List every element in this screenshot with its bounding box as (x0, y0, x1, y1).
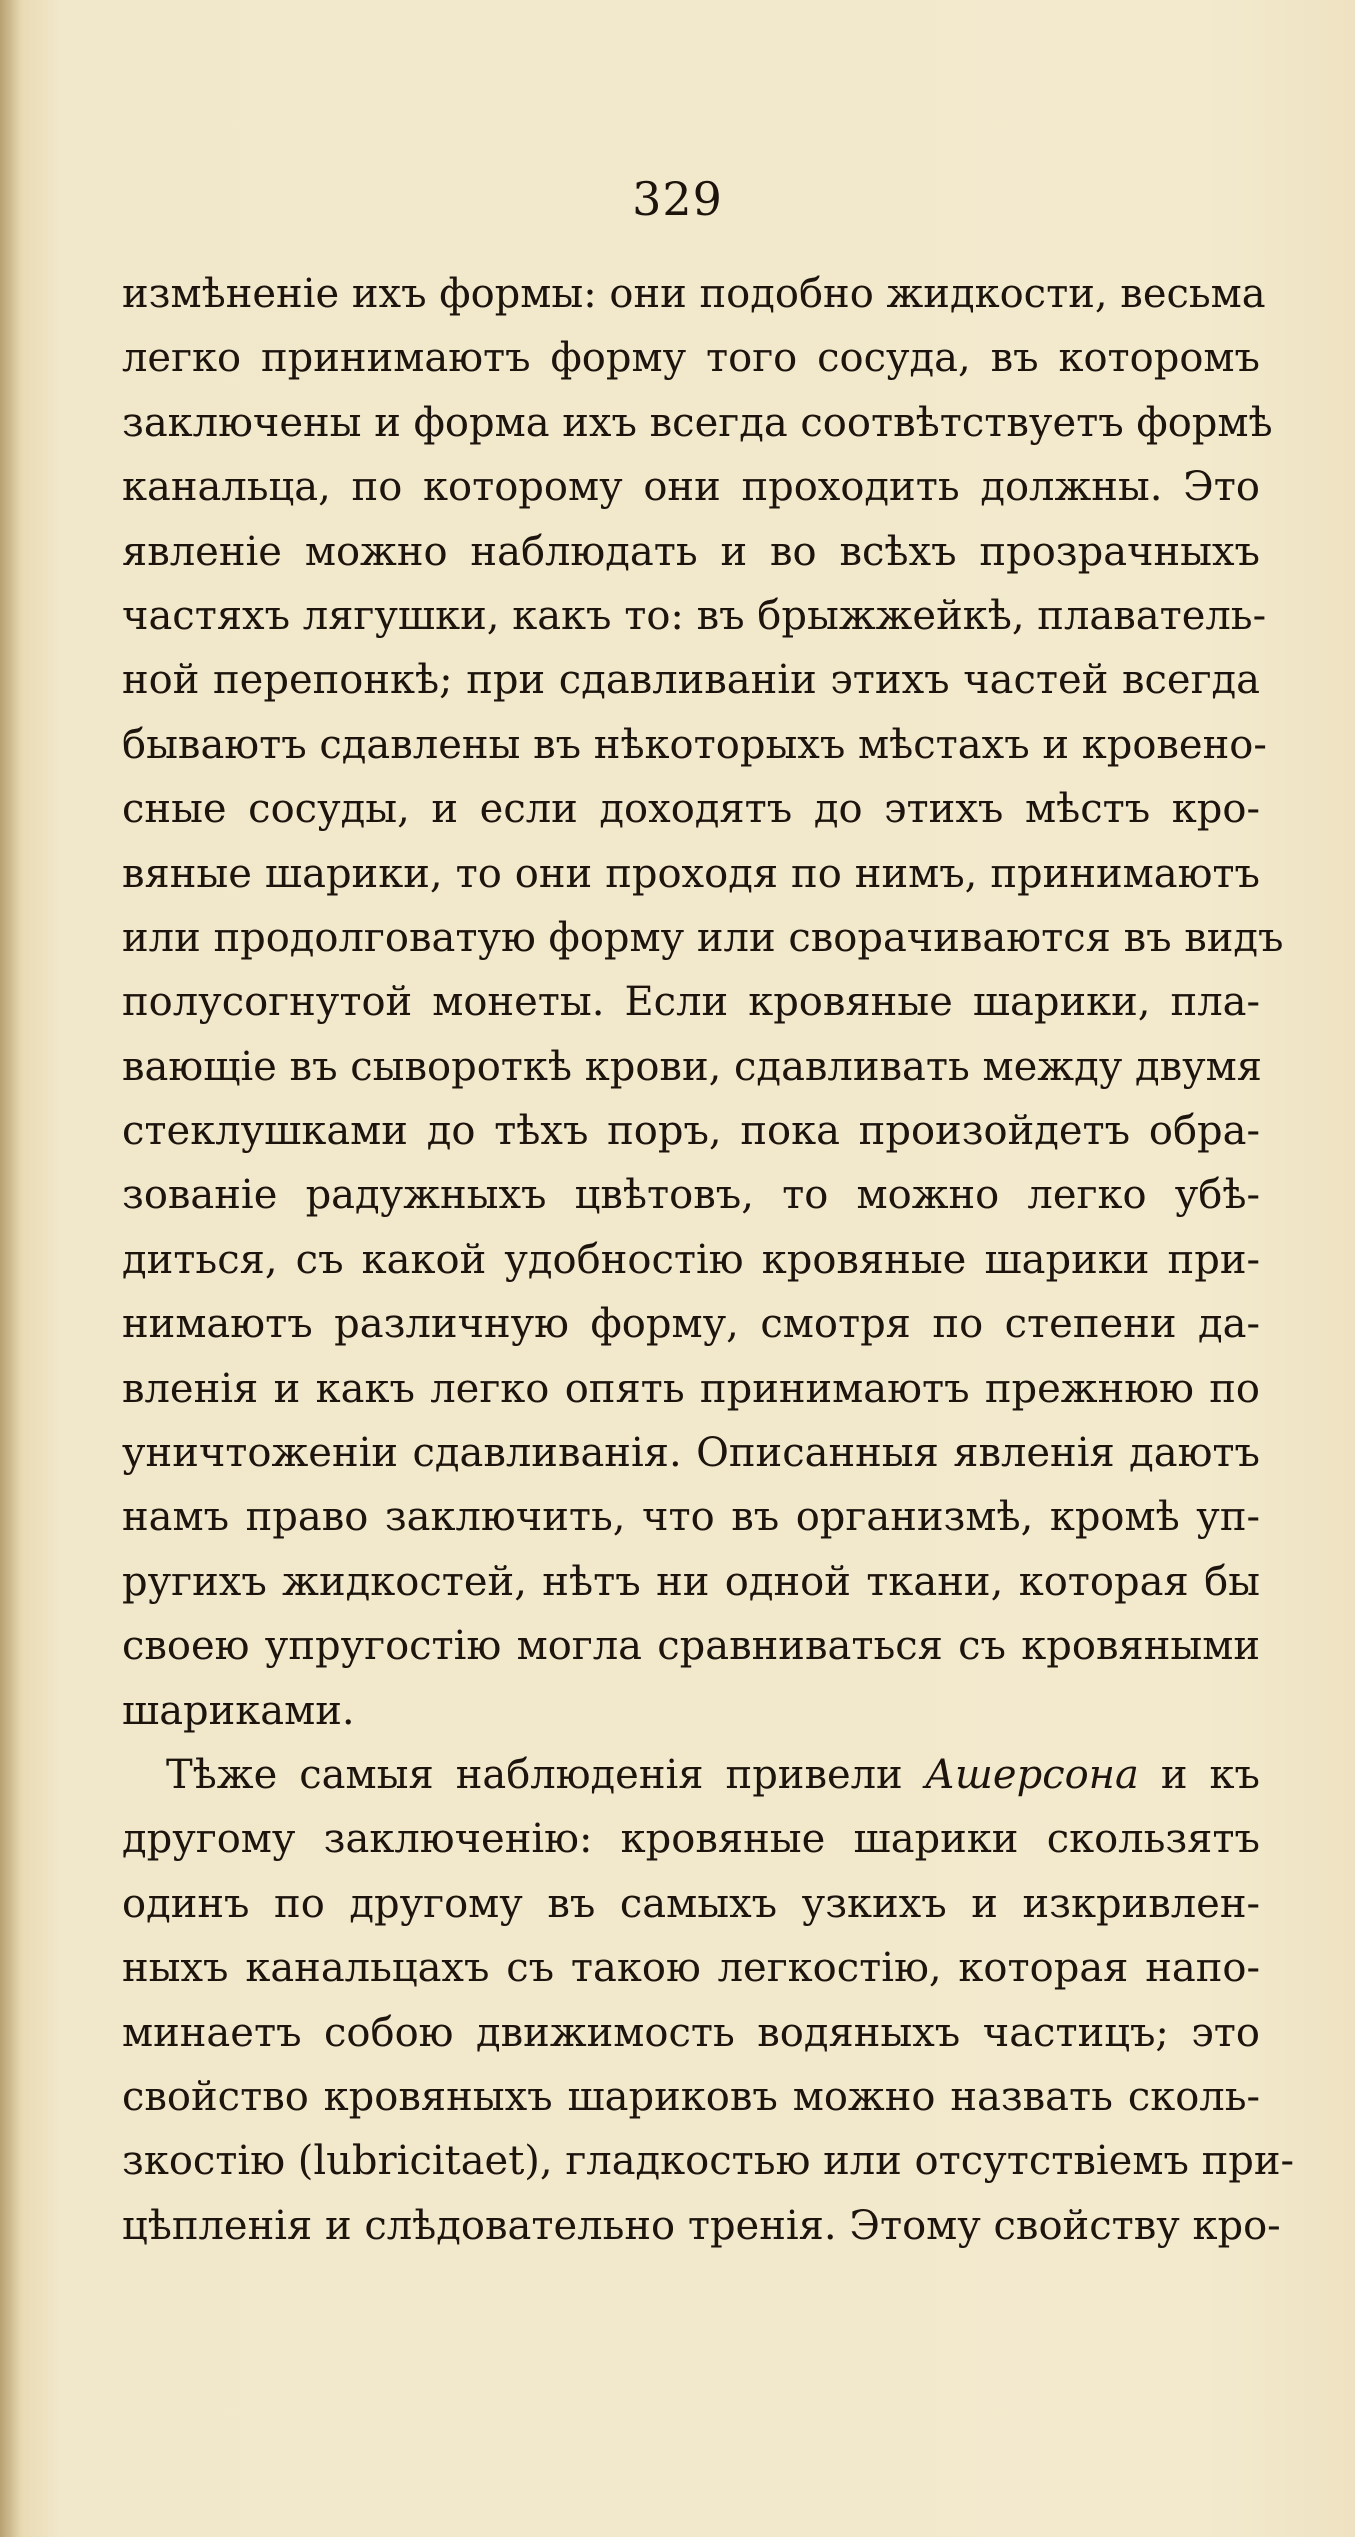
text-line: свойство кровяныхъ шариковъ можно назвать сколь- (122, 2073, 1260, 2120)
page-number: 329 (632, 172, 723, 226)
text-line: уничтоженіи сдавливанія. Описанныя явленія даютъ (122, 1430, 1260, 1477)
text-line: ругихъ жидкостей, нѣтъ ни одной ткани, которая бы (122, 1558, 1260, 1605)
text-line: ныхъ канальцахъ съ такою легкостію, которая напо- (122, 1945, 1260, 1992)
paragraph-start-line (122, 1743, 1260, 1807)
text-line: стеклушками до тѣхъ поръ, пока произойдетъ обра- (122, 1108, 1260, 1155)
text-line: вленія и какъ легко опять принимаютъ прежнюю по (122, 1365, 1260, 1412)
text-line: заключены и форма ихъ всегда соотвѣтствуетъ формѣ (122, 399, 1273, 446)
text-line: измѣненіе ихъ формы: они подобно жидкости, весьма (122, 271, 1266, 317)
text-line: явленіе можно наблюдать и во всѣхъ прозрачныхъ (122, 528, 1260, 575)
text-line: вающіе въ сывороткѣ крови, сдавливать между двумя (122, 1043, 1262, 1090)
text-line: одинъ по другому въ самыхъ узкихъ и изкривлен- (122, 1880, 1260, 1927)
text-line: минаетъ собою движимость водяныхъ частицъ; это (122, 2009, 1260, 2056)
text-line: сные сосуды, и если доходятъ до этихъ мѣстъ кро- (122, 786, 1260, 833)
text-line: нимаютъ различную форму, смотря по степени да- (122, 1301, 1260, 1348)
paragraph-end-line: шариками. (122, 1687, 355, 1734)
text-line: полусогнутой монеты. Если кровяные шарики, пла- (122, 979, 1260, 1026)
text-line: цѣпленія и слѣдовательно тренія. Этому свойству кро- (122, 2202, 1281, 2249)
text-line: зкостію (lubricitaet), гладкостью или отсутствіемъ при- (122, 2138, 1295, 2185)
text-block (122, 262, 1295, 2258)
author-name: Ашерсона (924, 1751, 1139, 1798)
text-line: ной перепонкѣ; при сдавливаніи этихъ частей всегда (122, 657, 1260, 704)
text-line: зованіе радужныхъ цвѣтовъ, то можно легко убѣ- (122, 1172, 1260, 1219)
text-line: вяные шарики, то они проходя по нимъ, принимаютъ (122, 850, 1260, 897)
binding-shadow (0, 0, 22, 2537)
text-line: или продолговатую форму или сворачиваются въ видъ (122, 914, 1284, 961)
paragraph-start-tail: и къ (1160, 1751, 1261, 1798)
text-line: намъ право заключить, что въ организмѣ, кромѣ уп- (122, 1494, 1260, 1541)
text-line: диться, съ какой удобностію кровяные шарики при- (122, 1236, 1260, 1283)
paragraph-start-text: Тѣже самыя наблюденія привели (166, 1751, 903, 1798)
text-line: легко принимаютъ форму того сосуда, въ которомъ (122, 335, 1260, 382)
text-line: другому заключенію: кровяные шарики скользятъ (122, 1816, 1260, 1863)
text-line: частяхъ лягушки, какъ то: въ брыжжейкѣ, плаватель- (122, 592, 1267, 639)
text-line: своею упругостію могла сравниваться съ кровяными (122, 1623, 1260, 1670)
text-line: бываютъ сдавлены въ нѣкоторыхъ мѣстахъ и кровено- (122, 721, 1267, 768)
text-line: канальца, по которому они проходить должны. Это (122, 464, 1260, 511)
